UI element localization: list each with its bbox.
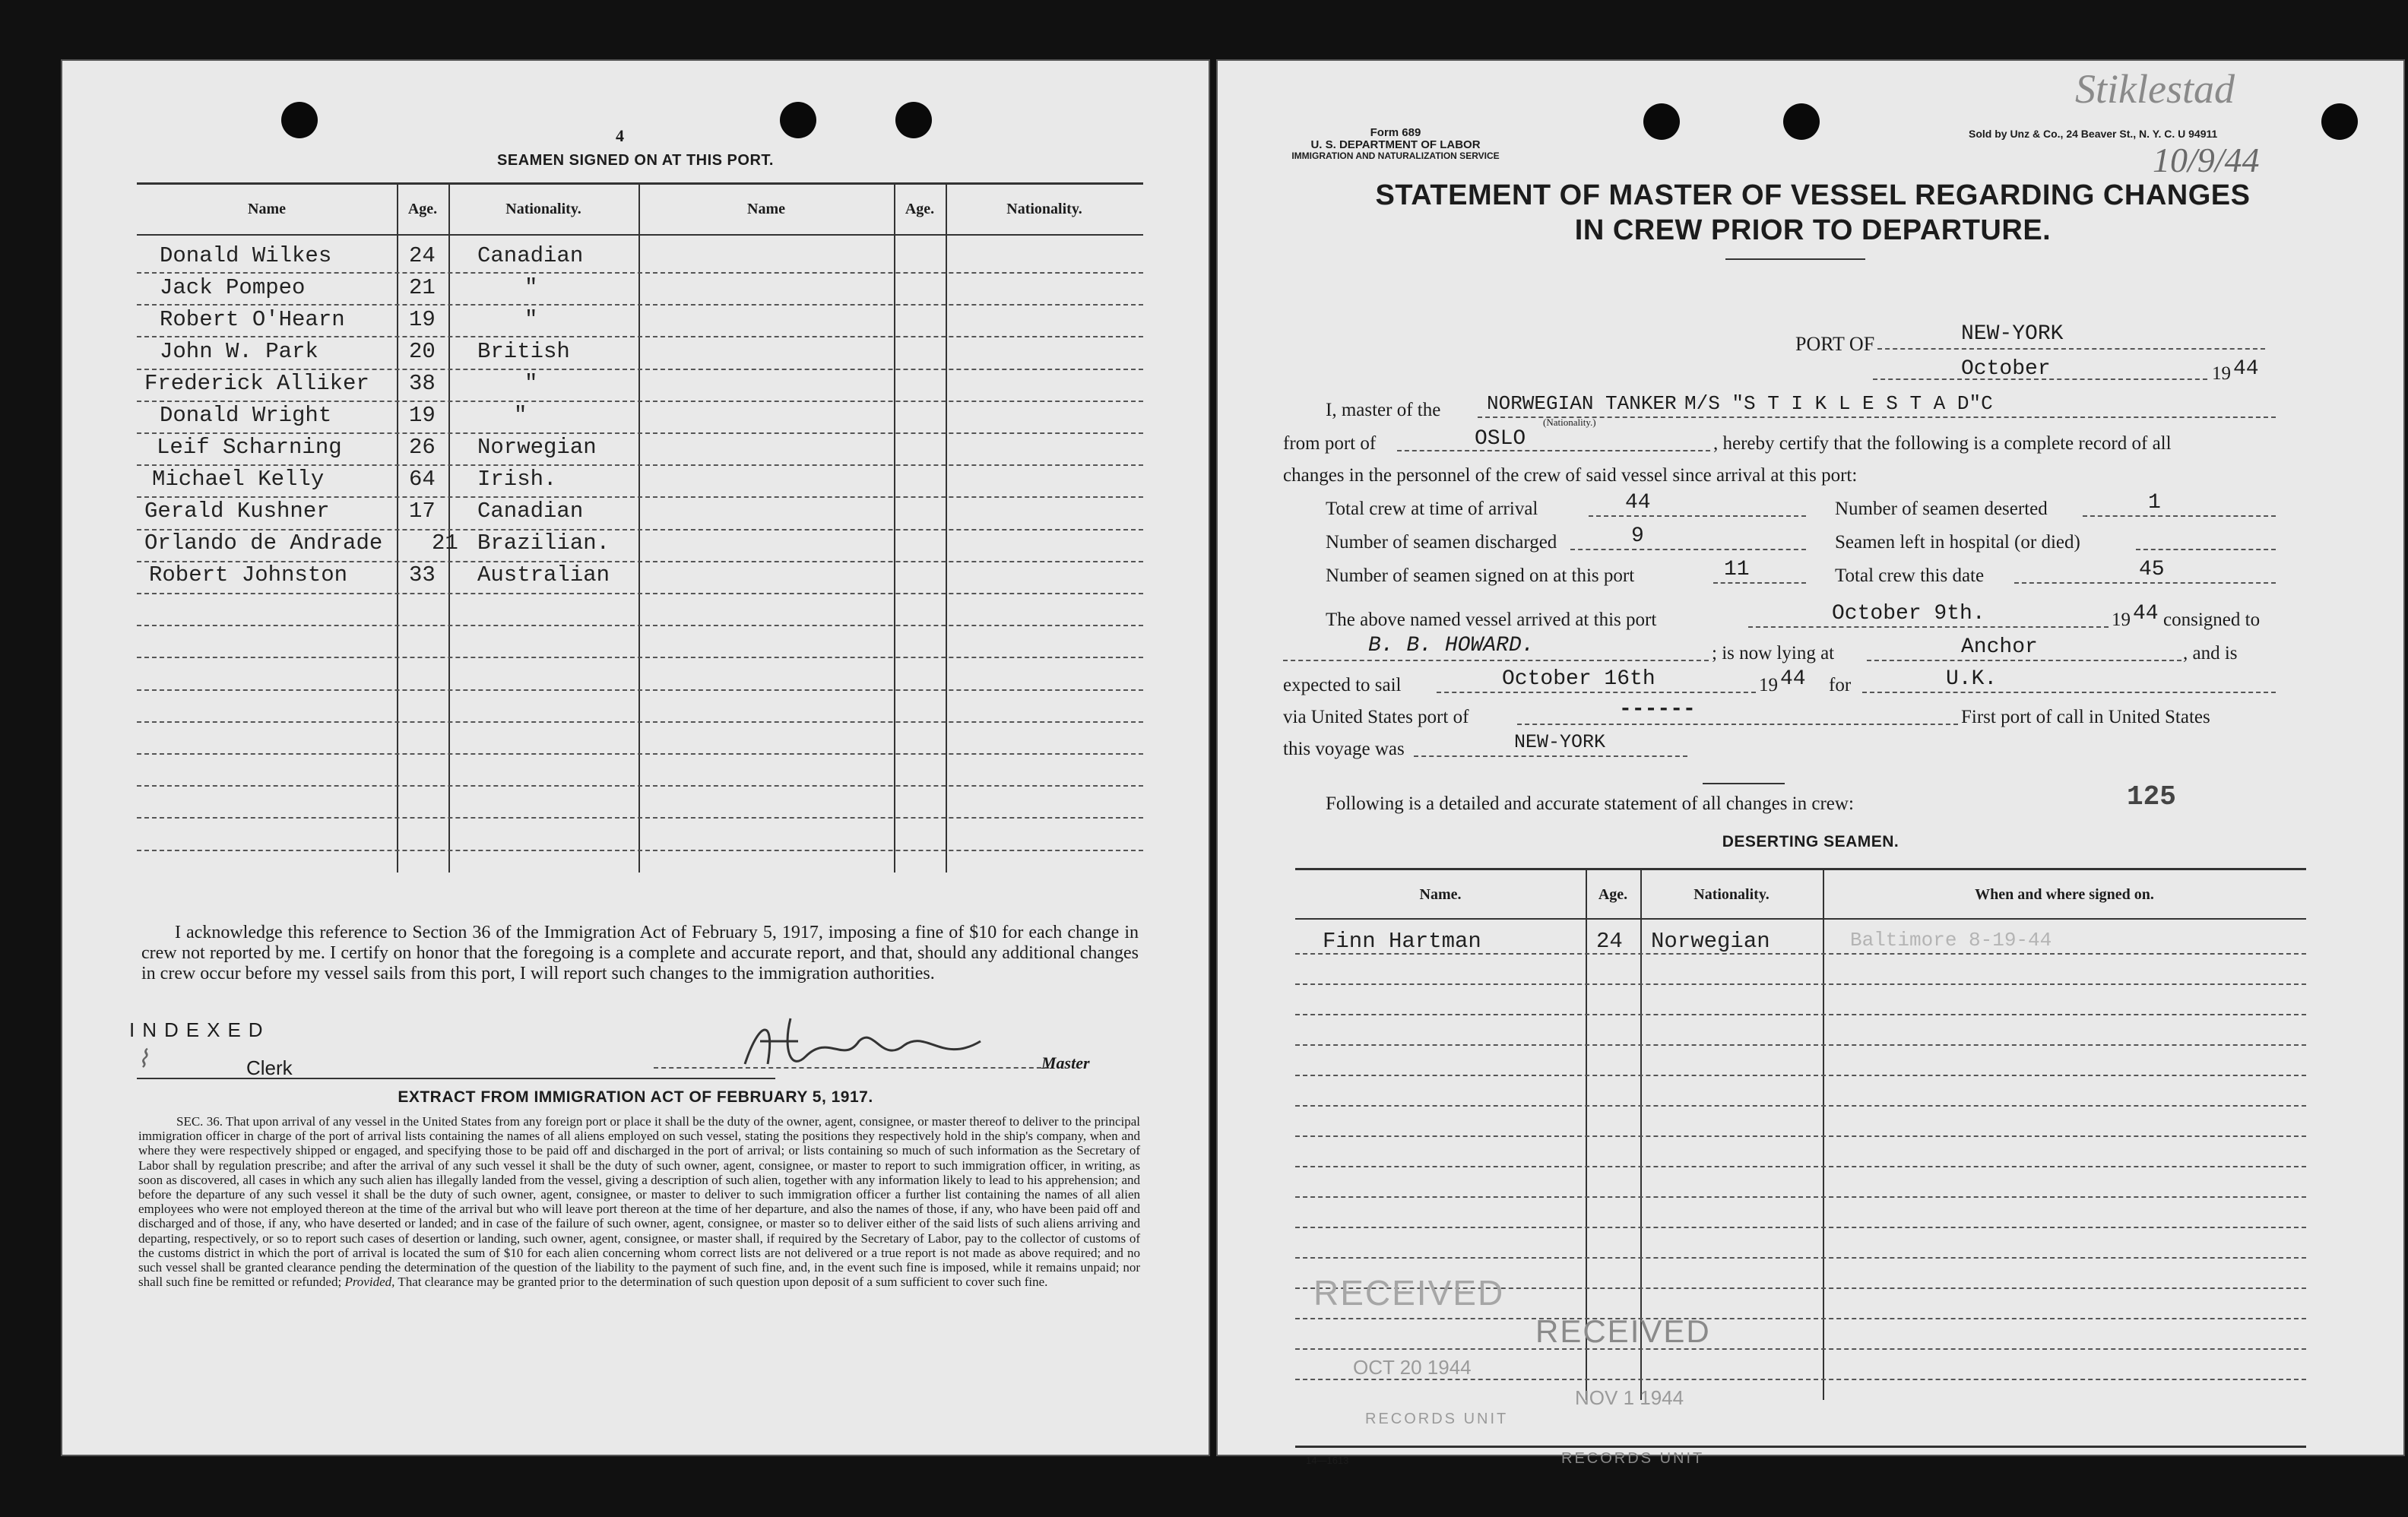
punch-hole: [780, 102, 816, 138]
punch-hole: [895, 102, 932, 138]
via-value: ------: [1619, 698, 1696, 721]
acknowledgement-text: I acknowledge this reference to Section 36 of the Immigration Act of February 5, 1917, imposing a fine of $10 for each change in crew not reported by me. I certify on honor that the foregoing is a complete and accurate report, and that, should any additional changes in crew occur before my vessel sails from this port, I will report such changes to the immigration authorities.: [141, 923, 1139, 983]
expected-label: expected to sail: [1283, 675, 1402, 695]
seaman-nationality: Australian: [477, 562, 610, 587]
section-title: SEAMEN SIGNED ON AT THIS PORT.: [497, 152, 774, 169]
destination-value: U.K.: [1946, 667, 1998, 691]
year-prefix: 19: [2212, 363, 2231, 384]
footer-code: 14—1613: [1306, 1455, 1349, 1466]
seaman-age: 33: [409, 562, 436, 587]
deserted-value: 1: [2148, 491, 2161, 515]
row-rule: [137, 817, 1143, 819]
deserter-age: 24: [1596, 929, 1623, 954]
desert-header-age: Age.: [1598, 886, 1628, 903]
total-arrival-value: 44: [1625, 491, 1651, 515]
form-number: Form 689: [1370, 126, 1421, 139]
seaman-nationality: ": [514, 403, 528, 428]
row-rule: [1295, 1318, 2306, 1319]
seaman-age: 38: [409, 371, 436, 396]
punch-hole: [1783, 103, 1820, 140]
row-rule: [137, 464, 1143, 466]
seaman-nationality: Canadian: [477, 243, 584, 268]
row-rule: [137, 593, 1143, 594]
from-port-label: from port of: [1283, 433, 1377, 454]
desert-header-nationality: Nationality.: [1694, 886, 1770, 903]
seaman-age: 26: [409, 435, 436, 460]
seaman-age: 19: [409, 307, 436, 332]
date-year: 44: [2233, 357, 2259, 381]
seaman-name: Gerald Kushner: [144, 499, 330, 524]
row-rule: [137, 272, 1143, 274]
seaman-age: 17: [409, 499, 436, 524]
deserter-name: Finn Hartman: [1323, 929, 1481, 954]
department: U. S. DEPARTMENT OF LABOR: [1310, 138, 1481, 151]
page-number: 4: [616, 126, 625, 145]
row-rule: [1295, 1196, 2306, 1198]
discharged-value: 9: [1631, 524, 1644, 548]
row-rule: [1295, 1014, 2306, 1015]
deserter-signed-on: Baltimore 8-19-44: [1850, 929, 2052, 952]
column-header-name: Name: [248, 201, 286, 217]
from-port-value: OSLO: [1475, 427, 1526, 451]
first-port-label: First port of call in United States: [1961, 707, 2210, 727]
seaman-name: Robert O'Hearn: [160, 307, 345, 332]
seaman-name: Donald Wilkes: [160, 243, 332, 268]
seaman-nationality: Irish.: [477, 467, 557, 492]
seaman-age: 21: [409, 275, 436, 300]
sail-year-prefix: 19: [1759, 675, 1778, 695]
seaman-age: 24: [409, 243, 436, 268]
sail-date-value: October 16th: [1502, 667, 1656, 691]
deserting-title: DESERTING SEAMEN.: [1722, 833, 1899, 850]
column-header-nationality-2: Nationality.: [1006, 201, 1082, 217]
lying-value: Anchor: [1961, 635, 2038, 659]
column-header-nationality: Nationality.: [505, 201, 581, 217]
extract-tail: That clearance may be granted prior to the determination of such question upon deposit of a sum sufficient to cover such fine.: [398, 1275, 1048, 1290]
hospital-label: Seamen left in hospital (or died): [1835, 532, 2080, 553]
and-is-label: , and is: [2183, 643, 2238, 663]
deserted-label: Number of seamen deserted: [1835, 499, 2048, 519]
form-title-1: STATEMENT OF MASTER OF VESSEL REGARDING CHANGES: [1375, 179, 2251, 211]
received-date-2: NOV 1 1944: [1575, 1386, 1684, 1409]
signed-value: 11: [1724, 558, 1750, 581]
row-rule: [137, 625, 1143, 626]
desert-header-signed-on: When and where signed on.: [1975, 886, 2154, 903]
seaman-nationality: British: [477, 339, 570, 364]
column-header-age-2: Age.: [905, 201, 935, 217]
seaman-nationality: Canadian: [477, 499, 584, 524]
received-date-1: OCT 20 1944: [1353, 1356, 1472, 1379]
clerk-initials: ⌇: [137, 1045, 149, 1072]
row-rule: [137, 657, 1143, 658]
row-rule: [1295, 1348, 2306, 1350]
consignee-value: B. B. HOWARD.: [1368, 634, 1535, 657]
seaman-name: Jack Pompeo: [160, 275, 306, 300]
row-rule: [137, 753, 1143, 755]
handwritten-note: Stiklestad: [2075, 66, 2235, 112]
master-prefix: I, master of the: [1326, 400, 1441, 420]
for-label: for: [1829, 675, 1852, 695]
row-rule: [137, 689, 1143, 691]
consigned-label: consigned to: [2163, 610, 2261, 630]
voyage-label: this voyage was: [1283, 739, 1405, 759]
arrived-year-prefix: 19: [2112, 610, 2131, 630]
arrived-label: The above named vessel arrived at this port: [1326, 610, 1657, 630]
sail-year: 44: [1780, 667, 1806, 691]
total-date-value: 45: [2139, 558, 2165, 581]
date-month: October: [1961, 357, 2051, 381]
extract-proviso-word: Provided,: [344, 1275, 395, 1290]
vessel-nationality: NORWEGIAN TANKER: [1487, 392, 1677, 415]
seaman-nationality: Brazilian.: [477, 530, 610, 556]
discharged-label: Number of seamen discharged: [1326, 532, 1557, 553]
seaman-name: Donald Wright: [160, 403, 332, 428]
nationality-caption: (Nationality.): [1543, 416, 1596, 428]
row-rule: [1295, 983, 2306, 985]
master-signature: [730, 1011, 1003, 1079]
extract-title: EXTRACT FROM IMMIGRATION ACT OF FEBRUARY 5, 1917.: [398, 1088, 873, 1106]
seaman-nationality: ": [524, 275, 538, 300]
left-page: [61, 59, 1210, 1456]
seaman-name: John W. Park: [160, 339, 318, 364]
stamp-number: 125: [2127, 781, 2176, 812]
records-unit-1: RECORDS UNIT: [1365, 1411, 1509, 1427]
received-stamp-2: RECEIVED: [1535, 1313, 1711, 1349]
row-rule: [1295, 1105, 2306, 1107]
punch-hole: [281, 102, 318, 138]
row-rule: [137, 721, 1143, 723]
desert-header-name: Name.: [1419, 886, 1462, 903]
row-rule: [137, 401, 1143, 402]
row-rule: [137, 304, 1143, 306]
row-rule: [137, 369, 1143, 370]
service: IMMIGRATION AND NATURALIZATION SERVICE: [1291, 150, 1500, 161]
seaman-nationality: ": [524, 307, 538, 332]
seaman-name: Leif Scharning: [157, 435, 342, 460]
lying-label: ; is now lying at: [1712, 643, 1835, 663]
punch-hole: [1643, 103, 1680, 140]
row-rule: [1295, 1166, 2306, 1167]
seaman-age: 19: [409, 403, 436, 428]
punch-hole: [2321, 103, 2358, 140]
row-rule: [1295, 1135, 2306, 1137]
seaman-nationality: ": [524, 371, 538, 396]
form-title-2: IN CREW PRIOR TO DEPARTURE.: [1574, 214, 2052, 246]
deserter-nationality: Norwegian: [1651, 929, 1770, 954]
clerk-label: Clerk: [246, 1056, 293, 1079]
row-rule: [1295, 1257, 2306, 1259]
seaman-name: Frederick Alliker: [144, 371, 369, 396]
row-rule: [1295, 1075, 2306, 1076]
handwritten-date: 10/9/44: [2153, 141, 2260, 179]
sold-by: Sold by Unz & Co., 24 Beaver St., N. Y. C. U 94911: [1969, 128, 2218, 140]
changes-text: changes in the personnel of the crew of said vessel since arrival at this port:: [1283, 465, 1858, 486]
port-label: PORT OF: [1795, 333, 1875, 355]
extract-text: [138, 1114, 1140, 1289]
signed-label: Number of seamen signed on at this port: [1326, 565, 1635, 586]
right-page: [1216, 59, 2405, 1467]
received-stamp-1: RECEIVED: [1313, 1273, 1505, 1313]
seaman-age: 21: [432, 530, 458, 556]
seaman-name: Michael Kelly: [152, 467, 325, 492]
extract-body: SEC. 36. That upon arrival of any vessel in the United States from any foreign port or place it shall be the duty of the owner, agent, consignee, or master thereof to deliver to the principal immigration officer in charge of the port of arrival lists containing the names of all aliens employed on such vessel, stating the positions they respectively hold in the ship's company, when and where they were respectively shipped or engaged, and specifying those to be paid off and discharged in the port of arrival; or lists containing so much of such information as the Secretary of Labor shall by regulation prescribe; and after the arrival of any such vessel it shall be the duty of such owner, agent, consignee, or master to report to such immigration officer, in writing, as soon as discovered, all cases in which any such alien has illegally landed from the vessel, giving a description of such alien, together with any information likely to lead to his apprehension; and before the departure of any such vessel it shall be the duty of such owner, agent, consignee, or master to deliver to such immigration officer a further list containing the names of all alien employees who were not employed thereon at the time of the arrival but who will leave port thereon at the time of her departure, and also the names of those, if any, who have been paid off and discharged and of those, if any, who have deserted or landed; and in case of the failure of such owner, agent, consignee, or master so to deliver either of the said lists of such aliens arriving and departing, respectively, or so to report such cases of desertion or landing, such owner, agent, consignee, or master shall, if required by the Secretary of Labor, pay to the collector of customs of the customs district in which the port of arrival is located the sum of $10 for each alien concerning whom correct lists are not delivered or a true report is not made as above required; and no such vessel shall be granted clearance pending the determination of the question of the liability to the payment of such fine, and, in the event such fine is imposed, while it remains unpaid; nor shall such fine be remitted or refunded;: [138, 1114, 1140, 1290]
column-header-name-2: Name: [747, 201, 785, 217]
master-label: Master: [1041, 1053, 1090, 1072]
vessel-name: M/S "S T I K L E S T A D"C: [1684, 392, 1993, 415]
arrived-value: October 9th.: [1832, 602, 1985, 625]
seaman-name: Robert Johnston: [149, 562, 348, 587]
total-date-label: Total crew this date: [1835, 565, 1985, 586]
first-port-value: NEW-YORK: [1514, 731, 1606, 753]
row-rule: [137, 336, 1143, 337]
row-rule: [1295, 1227, 2306, 1228]
records-unit-2: RECORDS UNIT: [1561, 1450, 1705, 1467]
row-rule: [137, 432, 1143, 434]
indexed-stamp: INDEXED: [129, 1018, 271, 1041]
column-header-age: Age.: [407, 201, 438, 217]
total-arrival-label: Total crew at time of arrival: [1326, 499, 1538, 519]
following-text: Following is a detailed and accurate statement of all changes in crew:: [1326, 793, 1854, 814]
row-rule: [137, 785, 1143, 787]
arrived-year: 44: [2133, 602, 2159, 625]
seaman-age: 64: [409, 467, 436, 492]
seaman-age: 20: [409, 339, 436, 364]
port-value: NEW-YORK: [1961, 322, 2064, 346]
seaman-name: Orlando de Andrade: [144, 530, 383, 556]
row-rule: [1295, 1044, 2306, 1046]
via-label: via United States port of: [1283, 707, 1469, 727]
row-rule: [137, 850, 1143, 851]
seaman-nationality: Norwegian: [477, 435, 597, 460]
certify-text: , hereby certify that the following is a complete record of all: [1713, 433, 2172, 454]
